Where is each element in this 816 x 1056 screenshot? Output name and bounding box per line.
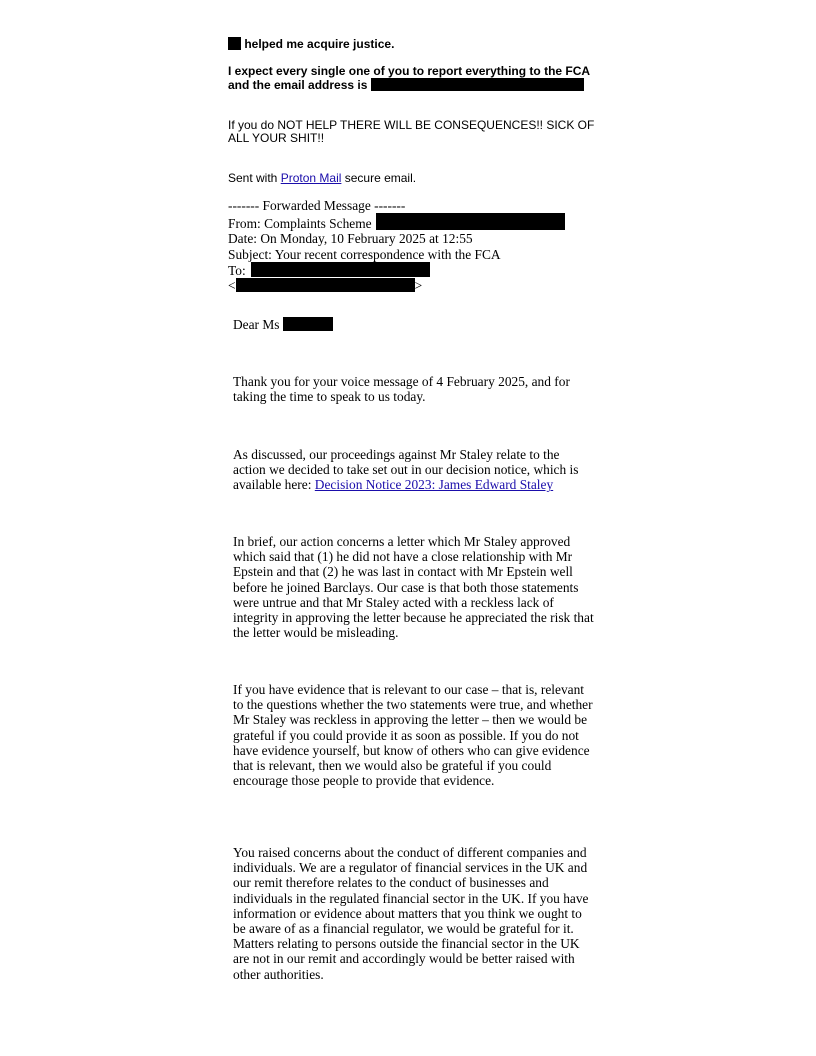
fca-report-paragraph: I expect every single one of you to report everything to the FCA and the email address is	[228, 64, 591, 92]
redacted-recipient-surname	[283, 317, 333, 331]
decision-notice-link[interactable]: Decision Notice 2023: James Edward Staley	[314, 477, 554, 493]
proton-mail-link[interactable]: Proton Mail	[280, 171, 342, 185]
forwarded-banner: ------- Forwarded Message -------	[228, 198, 406, 213]
signature-line: Sent with Proton Mail secure email.	[228, 171, 417, 185]
to-line: To:	[228, 262, 598, 278]
date-line: Date: On Monday, 10 February 2025 at 12:55	[228, 231, 473, 247]
redacted-email-address	[371, 78, 584, 91]
salutation: Dear Ms	[233, 317, 595, 332]
letter-paragraph-5: You raised concerns about the conduct of different companies and individuals. We are a regulator of financial services in the UK and our remit therefore relates to the conduct of businesses and individuals in the regulated financial sector in the UK. If you have information or evidence about matters that you think we ought to be aware of as a financial regulator, we would be grateful for it. Matters relating to persons outside the financial sector in the UK are not in our remit and accordingly would be better raised with other authorities.	[233, 845, 589, 982]
warning-paragraph: If you do NOT HELP THERE WILL BE CONSEQUENCES!! SICK OF ALL YOUR SHIT!!	[228, 118, 595, 145]
subject-line: Subject: Your recent correspondence with the FCA	[228, 246, 501, 262]
forwarded-header	[228, 198, 598, 293]
letter-paragraph-3: In brief, our action concerns a letter which Mr Staley approved which said that (1) he did not have a close relationship with Mr Epstein and that (2) he was last in contact with Mr Epstein well before he joined Barclays. Our case is that both those statements were untrue and that Mr Staley acted with a reckless lack of integrity in approving the letter because he appreciated the risk that the letter would be misleading.	[233, 534, 594, 641]
redacted-sender-address	[376, 213, 565, 230]
redacted-recipient-address	[236, 278, 415, 292]
letter-paragraph-2: As discussed, our proceedings against Mr Staley relate to the action we decided to take set out in our decision notice, which is available here: Decision Notice 2023: James Edward Staley	[233, 447, 579, 493]
redacted-recipient-name	[251, 262, 430, 277]
to-address-line: < >	[228, 278, 423, 294]
intro-line: helped me acquire justice.	[228, 37, 598, 51]
letter-paragraph-1: Thank you for your voice message of 4 February 2025, and for taking the time to speak to us today.	[233, 374, 570, 405]
letter-paragraph-4: If you have evidence that is relevant to our case – that is, relevant to the questions whether the two statements were true, and whether Mr Staley was reckless in approving the letter – then we would be grateful if you could provide it as soon as possible. If you do not have evidence yourself, but know of others who can give evidence that is relevant, then we would also be grateful if you could encourage those people to provide that evidence.	[233, 682, 593, 789]
from-line: From: Complaints Scheme	[228, 213, 598, 231]
redaction-block	[228, 37, 241, 50]
